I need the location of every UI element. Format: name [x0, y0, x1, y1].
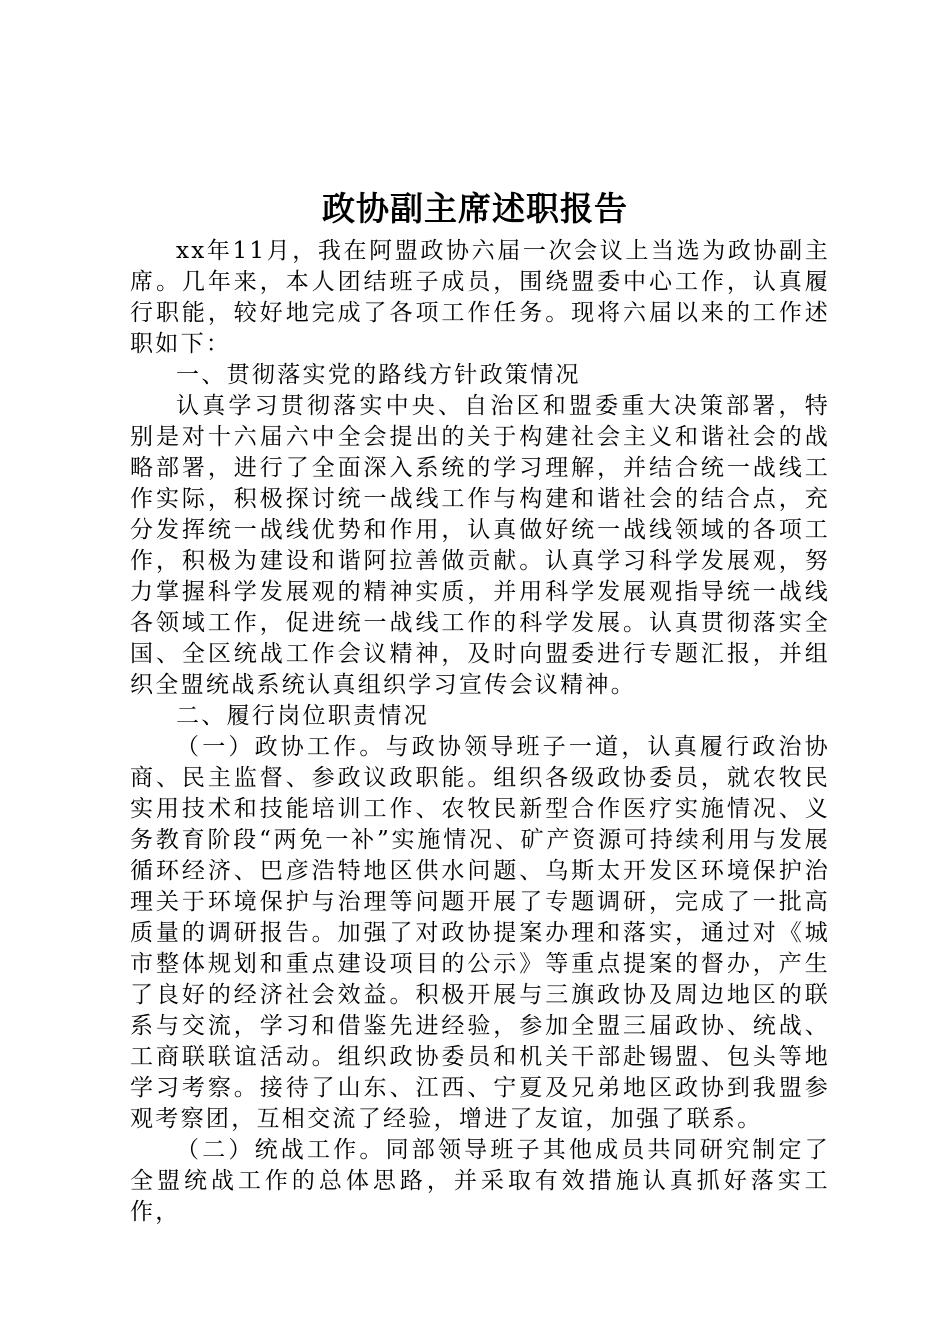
document-title: 政协副主席述职报告 — [322, 189, 628, 228]
document-body — [130, 236, 830, 1228]
paragraph-cppcc-work: （一）政协工作。与政协领导班子一道，认真履行政治协商、民主监督、参政议政职能。组织各级政协委员，就农牧民实用技术和技能培训工作、农牧民新型合作医疗实施情况、义务教育阶段“两免一补”实施情况、矿产资源可持续利用与发展循环经济、巴彦浩特地区供水问题、乌斯太开发区环境保护治理关于环境保护与治理等问题开展了专题调研，完成了一批高质量的调研报告。加强了对政协提案办理和落实，通过对《城市整体规划和重点建设项目的公示》等重点提案的督办，产生了良好的经济社会效益。积极开展与三旗政协及周边地区的联系与交流，学习和借鉴先进经验，参加全盟三届政协、统战、工商联联谊活动。组织政协委员和机关干部赴锡盟、包头等地学习考察。接待了山东、江西、宁夏及兄弟地区政协到我盟参观考察团，互相交流了经验，增进了友谊，加强了联系。 — [130, 734, 830, 1132]
section-heading-1: 一、贯彻落实党的路线方针政策情况 — [176, 362, 581, 388]
section-heading-2: 二、履行岗位职责情况 — [176, 703, 429, 729]
paragraph-intro: xx年11月，我在阿盟政协六届一次会议上当选为政协副主席。几年来，本人团结班子成员，围绕盟委中心工作，认真履行职能，较好地完成了各项工作任务。现将六届以来的工作述职如下： — [130, 238, 830, 357]
paragraph-policy: 认真学习贯彻落实中央、自治区和盟委重大决策部署，特别是对十六届六中全会提出的关于构建社会主义和谐社会的战略部署，进行了全面深入系统的学习理解，并结合统一战线工作实际，积极探讨统一战线工作与构建和谐社会的结合点，充分发挥统一战线优势和作用，认真做好统一战线领域的各项工作，积极为建设和谐阿拉善做贡献。认真学习科学发展观，努力掌握科学发展观的精神实质，并用科学发展观指导统一战线各领域工作，促进统一战线工作的科学发展。认真贯彻落实全国、全区统战工作会议精神，及时向盟委进行专题汇报，并组织全盟统战系统认真组织学习宣传会议精神。 — [130, 393, 830, 698]
paragraph-united-front-work: （二）统战工作。同部领导班子其他成员共同研究制定了全盟统战工作的总体思路，并采取有效措施认真抓好落实工作， — [130, 1137, 830, 1225]
